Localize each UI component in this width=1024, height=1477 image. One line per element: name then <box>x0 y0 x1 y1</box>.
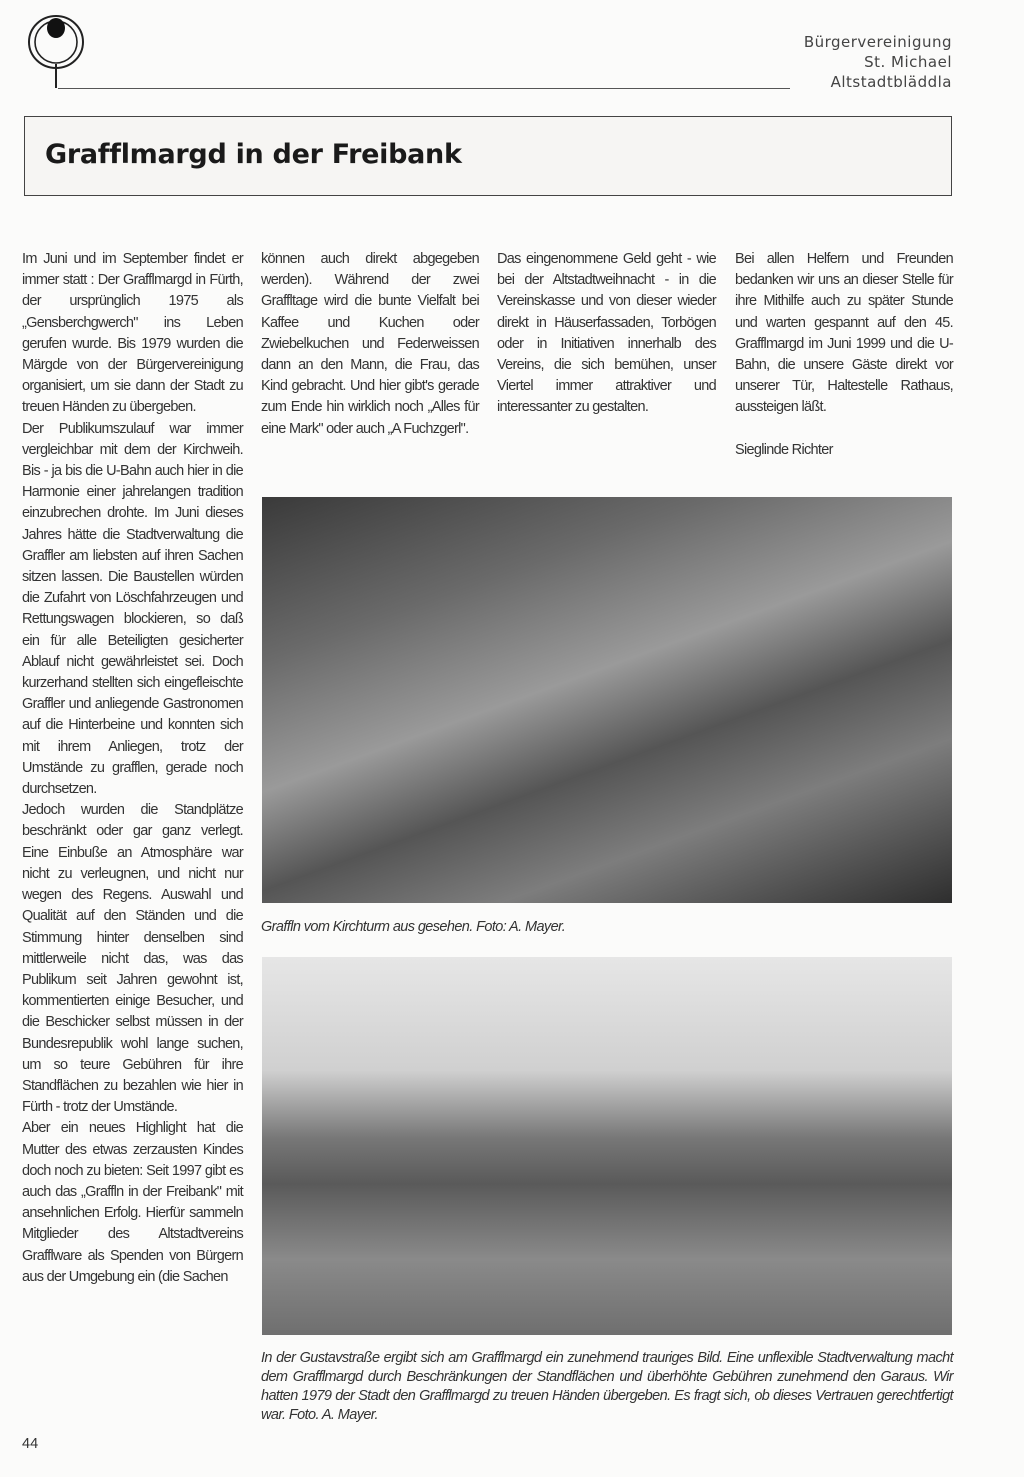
article-title: Grafflmargd in der Freibank <box>45 139 462 170</box>
text-column-3 <box>497 249 716 419</box>
masthead-line: Altstadtbläddla <box>830 73 952 91</box>
text-column-4 <box>735 249 953 461</box>
text-column-2 <box>261 249 479 440</box>
paragraph: Das eingenommene Geld geht - wie bei der Altstadtweihnacht - in die Vereinskasse und von dieser wieder direkt in Häuserfassaden, Torbögen oder in Initiativen innerhalb des Vereins, die sich bemühen, unser Viertel immer attraktiver und interessanter zu gestalten. <box>497 251 716 416</box>
header-rule <box>58 88 790 89</box>
photo-gustavstrasse <box>262 957 952 1335</box>
paragraph: können auch direkt abgegeben werden). Während der zwei Graffltage wird die bunte Vielfalt bei Kaffee und Kuchen oder Zwiebelkuchen und Federweissen dann an den Mann, die Frau, das Kind gebracht. Und hier gibt's gerade zum Ende hin wirklich noch „Alles für eine Mark" oder auch „A Fuchzgerl". <box>261 251 479 437</box>
masthead-line: St. Michael <box>864 53 952 71</box>
paragraph: Aber ein neues Highlight hat die Mutter des etwas zerzausten Kindes doch noch zu bieten: Seit 1997 gibt es auch das „Graffln in der Freibank" mit ansehnlichen Erfolg. Hierfür sammeln Mitglieder des Altstadtvereins Grafflware als Spenden von Bürgern aus der Umgebung ein (die Sachen <box>22 1120 243 1285</box>
masthead-line: Bürgervereinigung <box>803 33 952 51</box>
paragraph: Im Juni und im September findet er immer statt : Der Grafflmargd in Fürth, der ursprünglich 1975 als „Gensberchgwerch" ins Leben gerufen wurde. Bis 1979 wurden die Märgde von der Bürgervereinigung organisiert, um sie dann der Stadt zu treuen Händen zu übergeben. <box>22 251 243 416</box>
title-box <box>24 116 952 196</box>
page-number: 44 <box>22 1436 39 1452</box>
paragraph: Jedoch wurden die Standplätze beschränkt oder gar ganz verlegt. Eine Einbuße an Atmosphäre war nicht zu verleugnen, und nicht nur wegen des Regens. Auswahl und Qualität auf den Ständen und die Stimmung hinter denselben sind mittlerweile nicht das, was das Publikum seit Jahren gewohnt ist, kommentierten einige Besucher, und die Beschicker selbst müssen in der Bundesrepublik wohl lange suchen, um so teure Gebühren für ihre Standflächen zu bezahlen wie hier in Fürth - trotz der Umstände. <box>22 802 243 1116</box>
paragraph: Bei allen Helfern und Freunden bedanken wir uns an dieser Stelle für ihre Mithilfe auch zu später Stunde und warten gespannt auf den 45. Grafflmargd im Juni 1999 und die U-Bahn, die unsere Gäste direkt vor unserer Tür, Haltestelle Rathaus, aussteigen läßt. <box>735 251 953 416</box>
masthead <box>804 32 952 92</box>
photo-caption: In der Gustavstraße ergibt sich am Grafflmargd ein zunehmend trauriges Bild. Eine unflexible Stadtverwaltung macht dem Grafflmargd durch Beschränkungen der Standflächen und überhöhte Gebühren zunehmend den Garaus. Wir hatten 1979 der Stadt den Grafflmargd zu treuen Händen übergeben. Es fragt sich, ob dieses Vertrauen gerechtfertigt war. Foto. A. Mayer. <box>261 1350 953 1423</box>
photo-market-from-church-tower <box>262 497 952 903</box>
paragraph: Der Publikumszulauf war immer vergleichbar mit dem der Kirchweih. Bis - ja bis die U-Bahn auch hier in die Harmonie einer jahrelangen tradition einzubrechen drohte. Im Juni dieses Jahres hätte die Stadtverwaltung die Graffler am liebsten auf ihren Sachen sitzen lassen. Die Baustellen würden die Zufahrt von Löschfahrzeugen und Rettungswagen blockieren, so daß ein für alle Beteiligten gesicherter Ablauf nicht gewährleistet sei. Doch kurzerhand stellten sich eingefleischte Graffler und anliegende Gastronomen auf die Hinterbeine und konnten sich mit ihrem Anliegen, trotz der Umstände zu grafflen, gerade noch durchsetzen. <box>22 420 243 798</box>
photo-caption: Graffln vom Kirchturm aus gesehen. Foto: A. Mayer. <box>261 919 566 935</box>
author-signature: Sieglinde Richter <box>735 441 833 458</box>
text-column-1 <box>22 249 243 1288</box>
logo-icon <box>24 14 88 90</box>
